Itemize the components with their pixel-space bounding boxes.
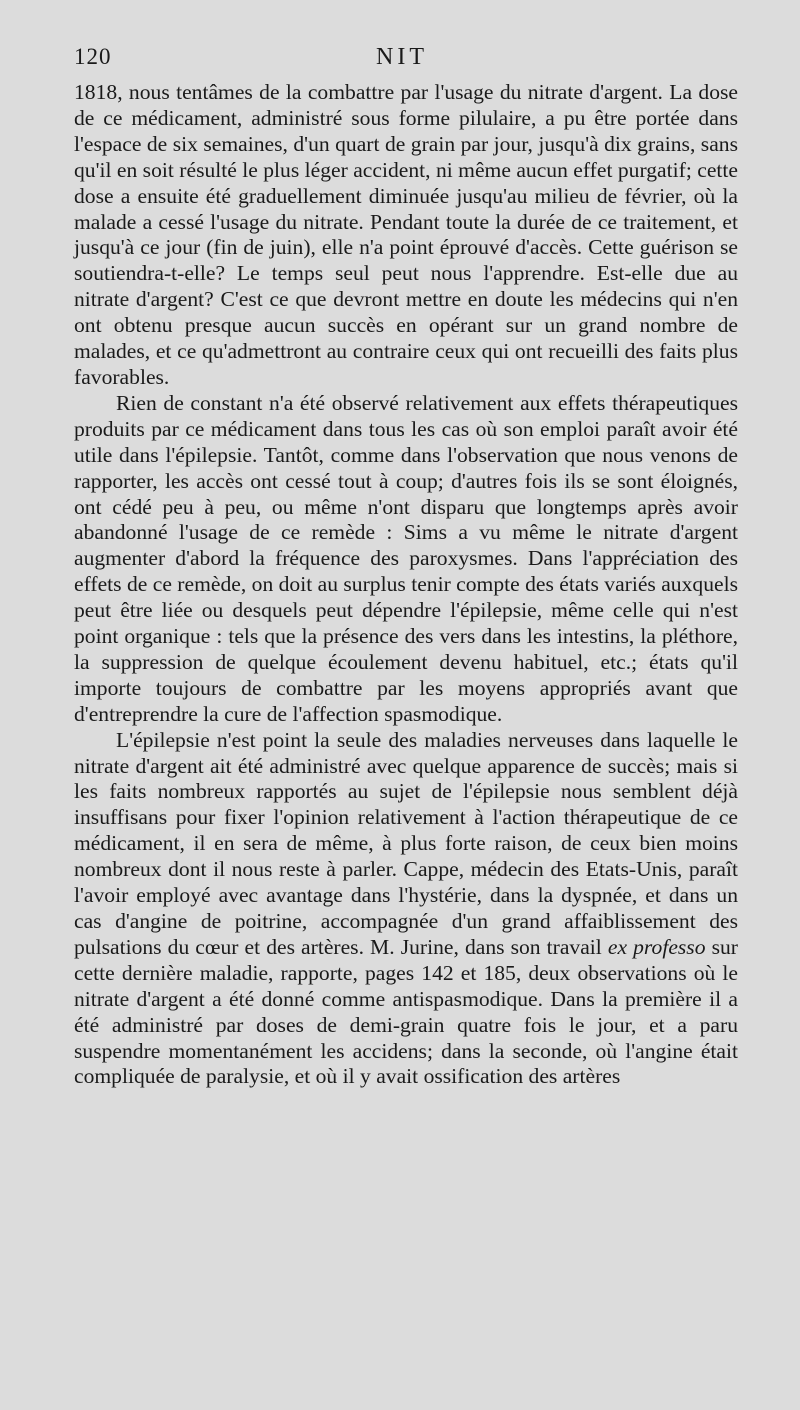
page-number: 120 <box>74 44 112 69</box>
italic-phrase: ex professo <box>607 934 706 959</box>
paragraph-text-part-2: sur cette dernière maladie, rapporte, pages 142 et 185, deux observations où le nitrate d'argent a été donné comme antispasmodique. Dans la première il a été administré par doses de demi-grain quatre fois le jour, et a paru suspendre momentanément les accidens; dans la seconde, où l'angine était compliquée de paralysie, et où il y avait ossification des artères <box>74 934 738 1089</box>
body-text <box>74 80 738 1090</box>
paragraph-therapeutic-effects: Rien de constant n'a été observé relativement aux effets thérapeutiques produits par ce médicament dans tous les cas où son emploi paraît avoir été utile dans l'épilepsie. Tantôt, comme dans l'observation que nous venons de rapporter, les accès ont cessé tout à coup; d'autres fois ils se sont éloignés, ont cédé peu à peu, ou même n'ont disparu que longtemps après avoir abandonné l'usage de ce remède : Sims a vu même le nitrate d'argent augmenter d'abord la fréquence des paroxysmes. Dans l'appréciation des effets de ce remède, on doit au surplus tenir compte des états variés auxquels peut être liée ou desquels peut dépendre l'épilepsie, même celle qui n'est point organique : tels que la présence des vers dans les intestins, la pléthore, la suppression de quelque écoulement devenu habituel, etc.; états qu'il importe toujours de combattre par les moyens appropriés avant que d'entreprendre la cure de l'affection spasmodique. <box>74 390 738 726</box>
running-head <box>74 44 738 74</box>
running-title: NIT <box>376 44 428 70</box>
paragraph-continuation: 1818, nous tentâmes de la combattre par l'usage du nitrate d'argent. La dose de ce médicament, administré sous forme pilulaire, a pu être portée dans l'espace de six semaines, d'un quart de grain par jour, jusqu'à dix grains, sans qu'il en soit résulté le plus léger accident, ni même aucun effet purgatif; cette dose a ensuite été graduellement diminuée jusqu'au milieu de février, où la malade a cessé l'usage du nitrate. Pendant toute la durée de ce traitement, et jusqu'à ce jour (fin de juin), elle n'a point éprouvé d'accès. Cette guérison se soutiendra-t-elle? Le temps seul peut nous l'apprendre. Est-elle due au nitrate d'argent? C'est ce que devront mettre en doute les médecins qui n'en ont obtenu presque aucun succès en opérant sur un grand nombre de malades, et ce qu'admettront au contraire ceux qui ont recueilli des faits plus favorables. <box>74 80 738 389</box>
paragraph-other-nervous-diseases <box>74 728 738 1091</box>
paragraph-text-part-1: L'épilepsie n'est point la seule des maladies nerveuses dans laquelle le nitrate d'argent ait été administré avec quelque apparence de succès; mais si les faits nombreux rapportés au sujet de l'épilepsie nous semblent déjà insuffisans pour fixer l'opinion relativement à l'action thérapeutique de ce médicament, il en sera de même, à plus forte raison, de ceux bien moins nombreux dont il nous reste à parler. Cappe, médecin des Etats-Unis, paraît l'avoir employé avec avantage dans l'hystérie, dans la dyspnée, et dans un cas d'angine de poitrine, accompagnée d'un grand affaiblissement des pulsations du cœur et des artères. M. Jurine, dans son travail <box>74 727 738 959</box>
